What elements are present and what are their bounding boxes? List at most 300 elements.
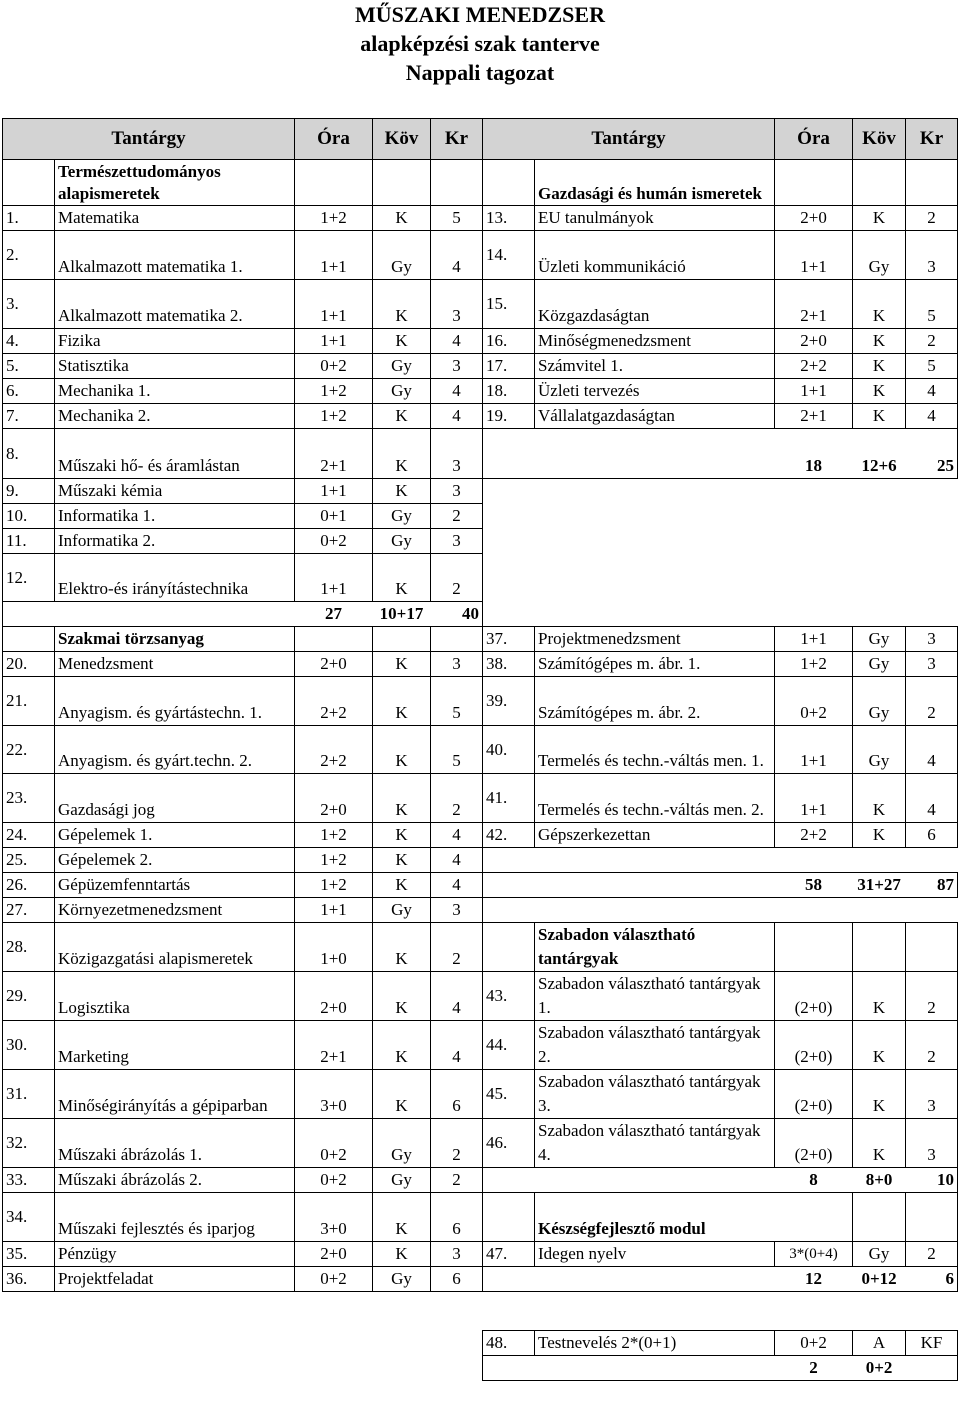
subject-name: Mechanika 2. [55, 404, 295, 429]
requirement: Gy [853, 1242, 906, 1267]
requirement: K [853, 823, 906, 848]
subject-name: Anyagism. és gyárt.techn. 2. [55, 726, 295, 774]
credits: 3 [906, 652, 958, 677]
credits: 4 [431, 1021, 483, 1070]
hours: 2+0 [775, 329, 853, 354]
table-row [3, 206, 958, 231]
row-number: 29. [3, 972, 55, 1021]
hours: 1+2 [295, 404, 373, 429]
requirement: K [373, 404, 431, 429]
hours: 1+2 [295, 848, 373, 873]
hours: 2+2 [775, 354, 853, 379]
requirement: A [853, 1331, 906, 1356]
section-title: Gazdasági és humán ismeretek [535, 160, 775, 206]
hours: 2+1 [775, 280, 853, 329]
table-row [3, 479, 958, 504]
hours: 1+1 [295, 280, 373, 329]
requirement: K [853, 329, 906, 354]
total-hours-b: 0+12 [853, 1267, 906, 1292]
subject-name: Menedzsment [55, 652, 295, 677]
credits: 6 [906, 823, 958, 848]
table-row [3, 554, 958, 602]
hours: 0+2 [775, 677, 853, 726]
credits: 4 [906, 726, 958, 774]
row-number: 41. [483, 774, 535, 823]
requirement: K [373, 873, 431, 898]
requirement: Gy [373, 1267, 431, 1292]
credits: 3 [431, 280, 483, 329]
credits: 2 [906, 1021, 958, 1070]
hours: 2+2 [295, 677, 373, 726]
row-number: 9. [3, 479, 55, 504]
credits: 2 [431, 923, 483, 972]
row-number: 40. [483, 726, 535, 774]
requirement: K [373, 1193, 431, 1242]
hours: (2+0) [775, 1119, 853, 1168]
subject-name: Termelés és techn.-váltás men. 2. [535, 774, 775, 823]
hours: 1+1 [295, 554, 373, 602]
row-number: 36. [3, 1267, 55, 1292]
hours: 1+2 [775, 652, 853, 677]
requirement: K [373, 554, 431, 602]
requirement: K [373, 429, 431, 479]
subject-name: Környezetmenedzsment [55, 898, 295, 923]
row-number: 12. [3, 554, 55, 602]
requirement: K [373, 972, 431, 1021]
subject-name: Gazdasági jog [55, 774, 295, 823]
credits: 4 [431, 379, 483, 404]
hours: 1+1 [295, 479, 373, 504]
credits: 6 [431, 1267, 483, 1292]
subject-name: Termelés és techn.-váltás men. 1. [535, 726, 775, 774]
credits: 2 [906, 972, 958, 1021]
credits: 2 [906, 206, 958, 231]
credits: 2 [431, 1119, 483, 1168]
header-tantargy-right: Tantárgy [483, 119, 775, 160]
requirement: Gy [373, 504, 431, 529]
total-hours-a: 27 [295, 602, 373, 627]
table-row [3, 1168, 958, 1193]
hours: 2+2 [775, 823, 853, 848]
row-number: 39. [483, 677, 535, 726]
requirement: Gy [373, 379, 431, 404]
subject-name: Gépelemek 1. [55, 823, 295, 848]
total-credits: 10 [906, 1168, 958, 1193]
requirement: K [853, 1119, 906, 1168]
subject-name: Üzleti kommunikáció [535, 231, 775, 280]
credits: 4 [906, 379, 958, 404]
requirement: K [373, 206, 431, 231]
credits: 2 [431, 554, 483, 602]
requirement: K [373, 848, 431, 873]
requirement: Gy [853, 627, 906, 652]
credits: 4 [431, 823, 483, 848]
subject-name: Számítógépes m. ábr. 2. [535, 677, 775, 726]
subject-name: Statisztika [55, 354, 295, 379]
total-credits: 87 [906, 873, 958, 898]
table-row [3, 354, 958, 379]
hours: 1+2 [295, 206, 373, 231]
table-row [3, 231, 958, 280]
table-row [3, 1021, 958, 1070]
header-kov-right: Köv [853, 119, 906, 160]
requirement: K [373, 1242, 431, 1267]
credits: 4 [431, 873, 483, 898]
credits: 4 [431, 972, 483, 1021]
total-hours-a: 8 [775, 1168, 853, 1193]
hours: (2+0) [775, 1070, 853, 1119]
subject-name: Alkalmazott matematika 2. [55, 280, 295, 329]
table-row [3, 627, 958, 652]
table-row [3, 726, 958, 774]
hours: 3+0 [295, 1070, 373, 1119]
header-tantargy-left: Tantárgy [3, 119, 295, 160]
total-credits: 6 [906, 1267, 958, 1292]
subject-name: Közgazdaságtan [535, 280, 775, 329]
requirement: Gy [373, 1119, 431, 1168]
credits: 3 [431, 898, 483, 923]
requirement: K [853, 1021, 906, 1070]
table-row [3, 379, 958, 404]
table-row [3, 1267, 958, 1292]
subject-name: Szabadon választható tantárgyak 3. [535, 1070, 775, 1119]
row-number: 47. [483, 1242, 535, 1267]
table-row [3, 774, 958, 823]
table-row [3, 873, 958, 898]
requirement: Gy [373, 1168, 431, 1193]
row-number: 16. [483, 329, 535, 354]
credits: 3 [431, 354, 483, 379]
requirement: K [853, 354, 906, 379]
row-number: 32. [3, 1119, 55, 1168]
header-row [3, 119, 958, 160]
subject-name: Informatika 1. [55, 504, 295, 529]
hours: 3+0 [295, 1193, 373, 1242]
row-number: 2. [3, 231, 55, 280]
total-hours-a: 18 [775, 429, 853, 479]
section-title: Szakmai törzsanyag [55, 627, 295, 652]
requirement: K [373, 1070, 431, 1119]
credits: 3 [906, 231, 958, 280]
table-row [3, 972, 958, 1021]
hours: 2+1 [775, 404, 853, 429]
table-row [3, 898, 958, 923]
header-kr-right: Kr [906, 119, 958, 160]
requirement: K [373, 479, 431, 504]
subject-name: Műszaki kémia [55, 479, 295, 504]
credits: 2 [906, 329, 958, 354]
hours: 1+1 [775, 627, 853, 652]
page-subtitle-mode: Nappali tagozat [405, 60, 555, 85]
hours: 1+1 [295, 898, 373, 923]
total-credits: 25 [906, 429, 958, 479]
subject-name: Marketing [55, 1021, 295, 1070]
credits: 4 [906, 404, 958, 429]
total-hours-b: 12+6 [853, 429, 906, 479]
row-number: 43. [483, 972, 535, 1021]
row-number: 6. [3, 379, 55, 404]
requirement: Gy [853, 231, 906, 280]
row-number: 7. [3, 404, 55, 429]
subject-name: Vállalatgazdaságtan [535, 404, 775, 429]
credits: 5 [431, 677, 483, 726]
subject-name: Műszaki ábrázolás 2. [55, 1168, 295, 1193]
row-number: 25. [3, 848, 55, 873]
credits: 2 [906, 677, 958, 726]
credits: 3 [906, 627, 958, 652]
credits: 3 [431, 529, 483, 554]
subject-name: Informatika 2. [55, 529, 295, 554]
credits: 5 [431, 206, 483, 231]
hours: 1+1 [775, 231, 853, 280]
row-number: 30. [3, 1021, 55, 1070]
hours: 2+0 [295, 652, 373, 677]
row-number: 45. [483, 1070, 535, 1119]
row-number: 20. [3, 652, 55, 677]
hours: 0+2 [295, 1267, 373, 1292]
hours: (2+0) [775, 972, 853, 1021]
total-hours-b: 31+27 [853, 873, 906, 898]
section-title: Készségfejlesztő modul [535, 1193, 853, 1242]
credits: 2 [431, 504, 483, 529]
hours: 0+2 [295, 354, 373, 379]
row-number: 24. [3, 823, 55, 848]
table-row [3, 923, 958, 972]
hours: 1+2 [295, 823, 373, 848]
hours: 0+2 [295, 529, 373, 554]
row-number: 44. [483, 1021, 535, 1070]
requirement: Gy [373, 898, 431, 923]
hours: 1+1 [775, 379, 853, 404]
hours: 1+0 [295, 923, 373, 972]
row-number: 22. [3, 726, 55, 774]
subject-name: Műszaki ábrázolás 1. [55, 1119, 295, 1168]
section-title: Szabadon választható tantárgyak [535, 923, 775, 972]
subject-name: Mechanika 1. [55, 379, 295, 404]
row-number: 10. [3, 504, 55, 529]
credits: 3 [431, 479, 483, 504]
requirement: K [853, 280, 906, 329]
table-row [3, 504, 958, 529]
row-number: 18. [483, 379, 535, 404]
credits: 4 [906, 774, 958, 823]
requirement: K [373, 726, 431, 774]
requirement: Gy [373, 529, 431, 554]
credits: 3 [906, 1119, 958, 1168]
hours: 2+2 [295, 726, 373, 774]
requirement: Gy [853, 677, 906, 726]
row-number: 13. [483, 206, 535, 231]
row-number: 15. [483, 280, 535, 329]
credits: 2 [906, 1242, 958, 1267]
header-ora-right: Óra [775, 119, 853, 160]
row-number: 11. [3, 529, 55, 554]
title-block [0, 0, 960, 87]
hours: 2+0 [295, 1242, 373, 1267]
hours: (2+0) [775, 1021, 853, 1070]
subject-name: Számvitel 1. [535, 354, 775, 379]
requirement: K [373, 774, 431, 823]
requirement: K [853, 404, 906, 429]
hours: 2+1 [295, 429, 373, 479]
header-kov-left: Köv [373, 119, 431, 160]
subject-name: Fizika [55, 329, 295, 354]
credits: 3 [906, 1070, 958, 1119]
row-number: 28. [3, 923, 55, 972]
row-number: 38. [483, 652, 535, 677]
hours: 0+2 [295, 1119, 373, 1168]
table-row [3, 429, 958, 479]
subject-name: Számítógépes m. ábr. 1. [535, 652, 775, 677]
subject-name: Elektro-és irányítástechnika [55, 554, 295, 602]
credits: 6 [431, 1070, 483, 1119]
total-hours-b: 8+0 [853, 1168, 906, 1193]
subject-name: Logisztika [55, 972, 295, 1021]
hours: 0+2 [775, 1331, 853, 1356]
subject-name: Műszaki fejlesztés és iparjog [55, 1193, 295, 1242]
total-hours-a: 2 [775, 1356, 853, 1381]
hours: 1+1 [775, 774, 853, 823]
subject-name: Alkalmazott matematika 1. [55, 231, 295, 280]
subject-name: Minőségirányítás a gépiparban [55, 1070, 295, 1119]
section-row [3, 160, 958, 206]
requirement: K [373, 923, 431, 972]
hours: 2+1 [295, 1021, 373, 1070]
row-number: 4. [3, 329, 55, 354]
credits: 5 [906, 354, 958, 379]
subject-name: Műszaki hő- és áramlástan [55, 429, 295, 479]
hours: 0+2 [295, 1168, 373, 1193]
table-row [3, 1070, 958, 1119]
credits: 6 [431, 1193, 483, 1242]
subject-name: Gépelemek 2. [55, 848, 295, 873]
table-row [3, 652, 958, 677]
row-number: 19. [483, 404, 535, 429]
credits: 4 [431, 848, 483, 873]
row-number: 8. [3, 429, 55, 479]
credits: KF [906, 1331, 958, 1356]
row-number: 5. [3, 354, 55, 379]
subject-name: Szabadon választható tantárgyak 1. [535, 972, 775, 1021]
requirement: Gy [373, 231, 431, 280]
requirement: K [373, 1021, 431, 1070]
total-hours-b: 10+17 [373, 602, 431, 627]
header-ora-left: Óra [295, 119, 373, 160]
row-number: 46. [483, 1119, 535, 1168]
subject-name: Szabadon választható tantárgyak 4. [535, 1119, 775, 1168]
row-number: 37. [483, 627, 535, 652]
credits: 3 [431, 429, 483, 479]
table-row [3, 823, 958, 848]
row-number: 26. [3, 873, 55, 898]
table-row [3, 529, 958, 554]
requirement: K [853, 972, 906, 1021]
hours: 1+1 [295, 231, 373, 280]
row-number: 3. [3, 280, 55, 329]
header-kr-left: Kr [431, 119, 483, 160]
row-number: 35. [3, 1242, 55, 1267]
subject-name: Anyagism. és gyártástechn. 1. [55, 677, 295, 726]
total-credits: 40 [431, 602, 483, 627]
subject-name: Üzleti tervezés [535, 379, 775, 404]
hours: 3*(0+4) [775, 1242, 853, 1267]
section-title: Természettudományos alapismeretek [55, 160, 295, 206]
row-number: 23. [3, 774, 55, 823]
subject-name: Szabadon választható tantárgyak 2. [535, 1021, 775, 1070]
subject-name: Matematika [55, 206, 295, 231]
table-row [3, 1193, 958, 1242]
hours: 1+1 [775, 726, 853, 774]
row-number: 34. [3, 1193, 55, 1242]
total-hours-a: 12 [775, 1267, 853, 1292]
subject-name: Minőségmenedzsment [535, 329, 775, 354]
subject-name: Pénzügy [55, 1242, 295, 1267]
requirement: K [373, 280, 431, 329]
hours: 0+1 [295, 504, 373, 529]
requirement: K [853, 379, 906, 404]
row-number: 48. [483, 1331, 535, 1356]
credits: 4 [431, 231, 483, 280]
credits: 5 [431, 726, 483, 774]
row-number: 27. [3, 898, 55, 923]
hours: 2+0 [295, 972, 373, 1021]
credits: 3 [431, 1242, 483, 1267]
curriculum-table [2, 118, 958, 1381]
hours: 1+1 [295, 329, 373, 354]
subject-name: Projektmenedzsment [535, 627, 775, 652]
row-number: 17. [483, 354, 535, 379]
row-number: 1. [3, 206, 55, 231]
row-number: 31. [3, 1070, 55, 1119]
table-row [3, 677, 958, 726]
credits: 2 [431, 1168, 483, 1193]
requirement: Gy [373, 354, 431, 379]
total-hours-b: 0+2 [853, 1356, 906, 1381]
table-row [3, 848, 958, 873]
table-row [3, 404, 958, 429]
credits: 4 [431, 404, 483, 429]
table-row [3, 329, 958, 354]
subject-name: Testnevelés 2*(0+1) [535, 1331, 775, 1356]
table-row [3, 1331, 958, 1356]
hours: 1+2 [295, 873, 373, 898]
requirement: K [373, 329, 431, 354]
total-row [3, 1356, 958, 1381]
requirement: K [853, 774, 906, 823]
subject-name: Projektfeladat [55, 1267, 295, 1292]
subject-name: EU tanulmányok [535, 206, 775, 231]
hours: 2+0 [295, 774, 373, 823]
subject-name: Idegen nyelv [535, 1242, 775, 1267]
credits: 3 [431, 652, 483, 677]
credits: 2 [431, 774, 483, 823]
row-number: 42. [483, 823, 535, 848]
requirement: K [853, 1070, 906, 1119]
subject-name: Közigazgatási alapismeretek [55, 923, 295, 972]
hours: 1+2 [295, 379, 373, 404]
page-title: MŰSZAKI MENEDZSER [355, 2, 605, 27]
requirement: K [373, 823, 431, 848]
row-number: 21. [3, 677, 55, 726]
table-row [3, 1242, 958, 1267]
table-row [3, 1119, 958, 1168]
credits: 5 [906, 280, 958, 329]
total-row [3, 602, 958, 627]
hours: 2+0 [775, 206, 853, 231]
requirement: K [373, 652, 431, 677]
page-subtitle: alapképzési szak tanterve [360, 31, 600, 56]
requirement: Gy [853, 726, 906, 774]
